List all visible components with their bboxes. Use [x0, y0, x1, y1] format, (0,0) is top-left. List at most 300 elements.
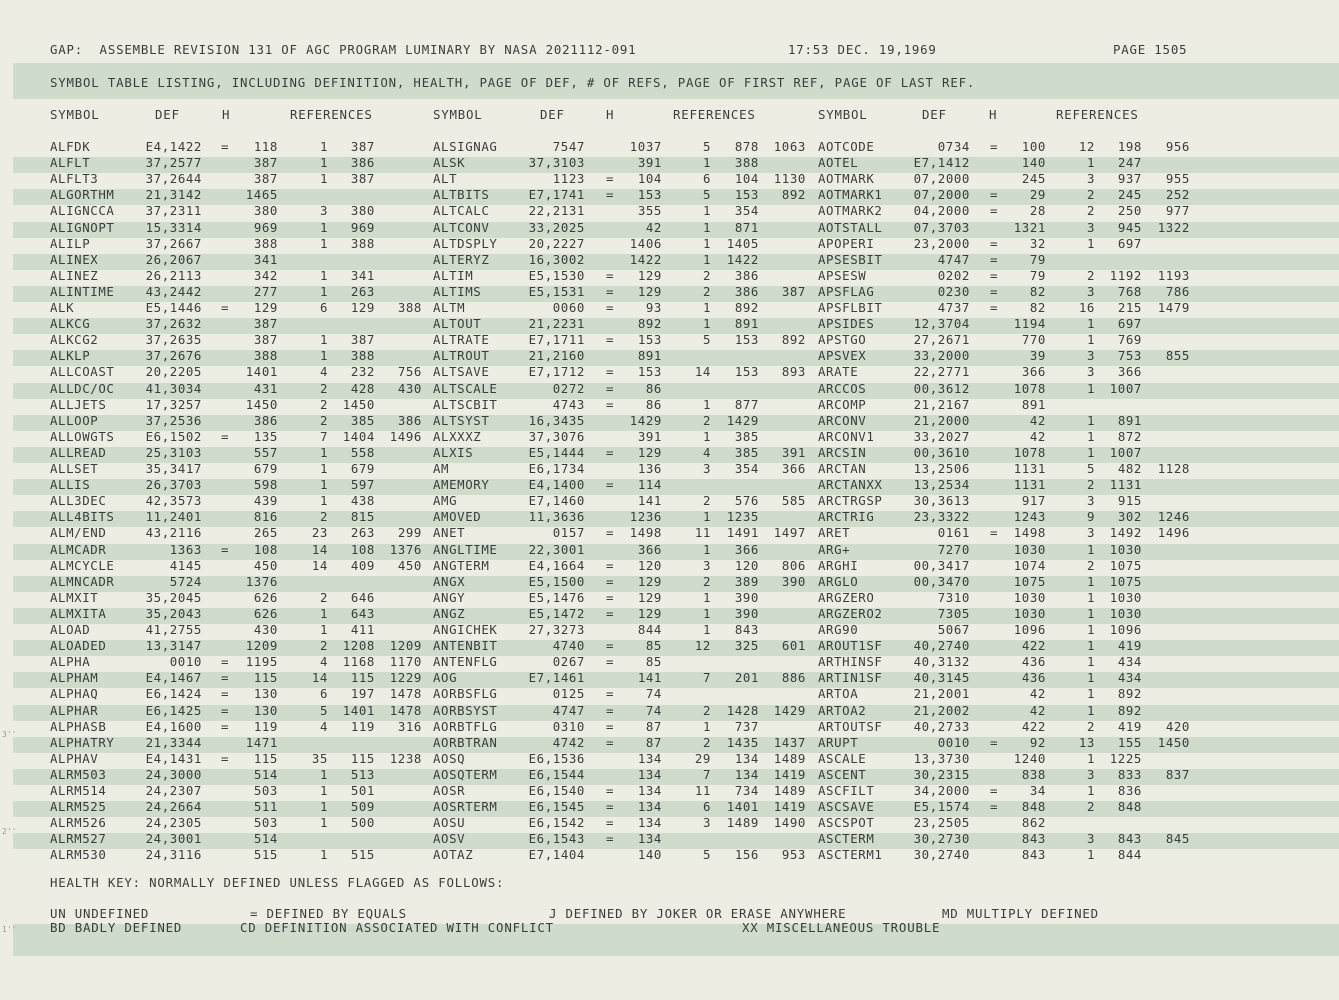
def-page: 129	[637, 573, 662, 589]
def-page: 87	[645, 734, 662, 750]
first-ref-page: 385	[350, 412, 375, 428]
symbol-name: AOSV	[433, 831, 466, 847]
first-ref-page: 389	[734, 573, 759, 589]
ref-count: 1	[702, 300, 711, 315]
def-page: 557	[253, 444, 278, 460]
symbol-name: ARTHINSF	[818, 654, 883, 670]
symbol-name: AOSR	[433, 783, 466, 798]
symbol-def: 41,3034	[145, 380, 202, 396]
ref-count: 14	[694, 364, 711, 380]
def-page: 1376	[245, 573, 278, 589]
first-ref-page: 354	[734, 203, 759, 219]
symbol-def: 0267	[552, 654, 585, 670]
ref-count: 3	[1086, 766, 1095, 782]
page-title: GAP: ASSEMBLE REVISION 131 OF AGC PROGRAM LUMINARY BY NASA 2021112-091	[50, 42, 637, 57]
def-page: 108	[253, 541, 278, 557]
symbol-def: E6,1540	[528, 783, 585, 798]
first-ref-page: 388	[350, 348, 375, 364]
symbol-def: E7,1711	[528, 332, 585, 348]
def-page: 42	[1029, 428, 1046, 444]
last-ref-page: 1128	[1157, 461, 1190, 476]
first-ref-page: 576	[734, 493, 759, 509]
symbol-def: 0202	[937, 267, 970, 283]
last-ref-page: 806	[781, 557, 806, 573]
symbol-def: E6,1424	[145, 686, 202, 702]
def-page: 1195	[245, 654, 278, 670]
symbol-name: ALRM525	[50, 799, 107, 815]
symbol-def: 37,2667	[145, 235, 202, 251]
symbol-def: 00,3610	[913, 444, 970, 460]
ref-count: 7	[702, 670, 711, 686]
def-page: 135	[253, 428, 278, 444]
symbol-name: ALPHAQ	[50, 686, 99, 702]
symbol-health: =	[990, 251, 999, 267]
symbol-health: =	[990, 799, 999, 815]
def-page: 42	[1029, 702, 1046, 718]
first-ref-page: 438	[350, 493, 375, 509]
symbol-def: E6,1543	[528, 831, 585, 847]
symbol-def: E5,1530	[528, 267, 585, 283]
ref-count: 1	[1086, 155, 1095, 171]
ref-count: 14	[311, 670, 328, 686]
last-ref-page: 420	[1165, 718, 1190, 734]
symbol-name: ALLCOAST	[50, 364, 115, 380]
symbol-name: ARCTANXX	[818, 477, 883, 493]
first-ref-page: 354	[734, 461, 759, 476]
ref-count: 1	[1086, 332, 1095, 348]
ref-count: 2	[319, 589, 328, 605]
symbol-name: AOSQTERM	[433, 766, 498, 782]
symbol-name: ALSIGNAG	[433, 139, 498, 154]
symbol-def: 13,2506	[913, 461, 970, 476]
symbol-name: ALTSCALE	[433, 380, 498, 396]
first-ref-page: 482	[1117, 461, 1142, 476]
ref-count: 1	[1086, 316, 1095, 332]
symbol-def: 7270	[937, 541, 970, 557]
def-page: 134	[637, 750, 662, 766]
symbol-name: ALMCADR	[50, 541, 107, 557]
ref-count: 1	[1086, 702, 1095, 718]
def-page: 93	[645, 300, 662, 315]
first-ref-page: 815	[350, 509, 375, 525]
symbol-name: ALTIM	[433, 267, 474, 283]
first-ref-page: 120	[734, 557, 759, 573]
def-page: 387	[253, 316, 278, 332]
symbol-def: 24,3001	[145, 831, 202, 847]
def-page: 74	[645, 686, 662, 702]
symbol-name: ARG+	[818, 541, 851, 557]
symbol-def: 40,2733	[913, 718, 970, 734]
first-ref-page: 366	[734, 541, 759, 557]
last-ref-page: 601	[781, 638, 806, 654]
ref-count: 1	[319, 283, 328, 299]
symbol-def: 23,3322	[913, 509, 970, 525]
def-page: 82	[1029, 283, 1046, 299]
symbol-name: ASCALE	[818, 750, 867, 766]
symbol-name: ASCENT	[818, 766, 867, 782]
symbol-name: ALTIMS	[433, 283, 482, 299]
ref-count: 2	[702, 283, 711, 299]
symbol-name: AORBSFLG	[433, 686, 498, 702]
def-page: 1078	[1013, 444, 1046, 460]
ref-count: 9	[1086, 509, 1095, 525]
last-ref-page: 1376	[389, 541, 422, 557]
symbol-def: E7,1712	[528, 364, 585, 380]
def-page: 514	[253, 831, 278, 847]
ref-count: 2	[1086, 267, 1095, 283]
ref-count: 1	[1086, 444, 1095, 460]
ref-count: 2	[1086, 477, 1095, 493]
col-refs-header: REFERENCES	[290, 107, 373, 122]
symbol-name: APSESBIT	[818, 251, 883, 267]
symbol-name: APSIDES	[818, 316, 875, 332]
ref-count: 2	[319, 412, 328, 428]
symbol-def: E4,1431	[145, 750, 202, 766]
ref-count: 1	[319, 783, 328, 798]
def-page: 1131	[1013, 461, 1046, 476]
symbol-def: 21,2231	[528, 316, 585, 332]
symbol-def: E5,1574	[913, 799, 970, 815]
last-ref-page: 893	[781, 364, 806, 380]
first-ref-page: 643	[350, 605, 375, 621]
ref-count: 6	[319, 686, 328, 702]
first-ref-page: 891	[1117, 412, 1142, 428]
def-page: 422	[1021, 718, 1046, 734]
symbol-def: 4145	[169, 557, 202, 573]
symbol-def: 35,2045	[145, 589, 202, 605]
symbol-def: 1123	[552, 171, 585, 187]
def-page: 134	[637, 815, 662, 831]
key-misc-trouble: XX MISCELLANEOUS TROUBLE	[742, 920, 941, 935]
def-page: 862	[1021, 815, 1046, 831]
def-page: 134	[637, 831, 662, 847]
last-ref-page: 1497	[773, 525, 806, 541]
symbol-def: 0310	[552, 718, 585, 734]
first-ref-page: 509	[350, 799, 375, 815]
ref-count: 3	[1086, 219, 1095, 235]
symbol-def: 24,3116	[145, 847, 202, 863]
symbol-name: APOPERI	[818, 235, 875, 251]
symbol-def: 11,3636	[528, 509, 585, 525]
symbol-health: =	[221, 686, 230, 702]
symbol-name: ARGZERO2	[818, 605, 883, 621]
symbol-name: AOSRTERM	[433, 799, 498, 815]
symbol-name: ARGZERO	[818, 589, 875, 605]
def-page: 891	[1021, 396, 1046, 412]
symbol-def: 24,2307	[145, 783, 202, 798]
symbol-name: APSTGO	[818, 332, 867, 348]
def-page: 32	[1029, 235, 1046, 251]
symbol-health: =	[221, 654, 230, 670]
symbol-def: E6,1734	[528, 461, 585, 476]
ref-count: 1	[1086, 750, 1095, 766]
first-ref-page: 915	[1117, 493, 1142, 509]
symbol-health: =	[221, 300, 230, 315]
symbol-def: 21,3142	[145, 187, 202, 203]
symbol-health: =	[606, 831, 615, 847]
symbol-def: 40,3145	[913, 670, 970, 686]
symbol-health: =	[990, 734, 999, 750]
symbol-name: ALKCG	[50, 316, 91, 332]
symbol-health: =	[606, 638, 615, 654]
last-ref-page: 1419	[773, 766, 806, 782]
ref-count: 4	[319, 654, 328, 670]
def-page: 141	[637, 493, 662, 509]
first-ref-page: 734	[734, 783, 759, 798]
ref-count: 7	[319, 428, 328, 444]
def-page: 134	[637, 799, 662, 815]
symbol-def: E6,1502	[145, 428, 202, 444]
ref-count: 2	[1086, 203, 1095, 219]
def-page: 141	[637, 670, 662, 686]
symbol-name: AM	[433, 461, 450, 476]
symbol-def: E6,1536	[528, 750, 585, 766]
ref-count: 1	[702, 428, 711, 444]
symbol-def: 30,2740	[913, 847, 970, 863]
def-page: 86	[645, 396, 662, 412]
ref-count: 1	[319, 267, 328, 283]
symbol-def: 0161	[937, 525, 970, 541]
ref-count: 1	[702, 509, 711, 525]
def-page: 1037	[629, 139, 662, 154]
ref-count: 23	[311, 525, 328, 541]
symbol-def: 34,2000	[913, 783, 970, 798]
symbol-def: 7305	[937, 605, 970, 621]
symbol-name: AMG	[433, 493, 458, 509]
symbol-def: 37,2644	[145, 171, 202, 187]
symbol-name: ALTSYST	[433, 412, 490, 428]
def-page: 129	[637, 283, 662, 299]
first-ref-page: 697	[1117, 316, 1142, 332]
first-ref-page: 871	[734, 219, 759, 235]
symbol-def: 1363	[169, 541, 202, 557]
symbol-def: 27,3273	[528, 622, 585, 637]
ref-count: 3	[1086, 171, 1095, 187]
ref-count: 3	[1086, 493, 1095, 509]
def-page: 848	[1021, 799, 1046, 815]
col-h-header: H	[989, 107, 998, 122]
symbol-name: ANTENBIT	[433, 638, 498, 654]
def-page: 816	[253, 509, 278, 525]
ref-count: 1	[319, 799, 328, 815]
symbol-def: 37,2635	[145, 332, 202, 348]
symbol-def: 13,3147	[145, 638, 202, 654]
ref-count: 4	[319, 364, 328, 380]
ref-count: 1	[1086, 686, 1095, 702]
symbol-name: ALTBITS	[433, 187, 490, 203]
symbol-name: ALIGNCCA	[50, 203, 115, 219]
symbol-health: =	[606, 332, 615, 348]
last-ref-page: 786	[1165, 283, 1190, 299]
first-ref-page: 247	[1117, 155, 1142, 171]
symbol-def: E7,1412	[913, 155, 970, 171]
symbol-def: E6,1425	[145, 702, 202, 718]
first-ref-page: 156	[734, 847, 759, 863]
def-page: 341	[253, 251, 278, 267]
symbol-name: AORBTFLG	[433, 718, 498, 734]
last-ref-page: 430	[397, 380, 422, 396]
col-def-header: DEF	[540, 107, 565, 122]
footer-band	[13, 924, 1339, 956]
ref-count: 5	[319, 702, 328, 718]
symbol-def: 20,2205	[145, 364, 202, 380]
symbol-def: 5724	[169, 573, 202, 589]
symbol-name: ARTIN1SF	[818, 670, 883, 686]
first-ref-page: 1428	[726, 702, 759, 718]
def-page: 436	[1021, 654, 1046, 670]
symbol-def: 4737	[937, 300, 970, 315]
ref-count: 1	[1086, 654, 1095, 670]
symbol-def: 0272	[552, 380, 585, 396]
last-ref-page: 1489	[773, 750, 806, 766]
def-page: 626	[253, 605, 278, 621]
first-ref-page: 325	[734, 638, 759, 654]
first-ref-page: 201	[734, 670, 759, 686]
symbol-def: 12,3704	[913, 316, 970, 332]
key-joker: J DEFINED BY JOKER OR ERASE ANYWHERE	[549, 906, 847, 921]
first-ref-page: 1007	[1109, 380, 1142, 396]
ref-count: 1	[702, 622, 711, 637]
last-ref-page: 1193	[1157, 267, 1190, 283]
symbol-name: ARCTRIG	[818, 509, 875, 525]
def-page: 422	[1021, 638, 1046, 654]
first-ref-page: 409	[350, 557, 375, 573]
symbol-name: ARCONV1	[818, 428, 875, 444]
symbol-def: 22,2131	[528, 203, 585, 219]
def-page: 1401	[245, 364, 278, 380]
ref-count: 2	[319, 509, 328, 525]
def-page: 387	[253, 155, 278, 171]
symbol-name: ALOADED	[50, 638, 107, 654]
def-page: 1096	[1013, 622, 1046, 637]
col-symbol-header: SYMBOL	[433, 107, 483, 122]
first-ref-page: 129	[350, 300, 375, 315]
symbol-def: 43,2442	[145, 283, 202, 299]
symbol-name: ALLDC/OC	[50, 380, 115, 396]
def-page: 838	[1021, 766, 1046, 782]
first-ref-page: 844	[1117, 847, 1142, 863]
ref-count: 1	[319, 477, 328, 493]
symbol-health: =	[221, 750, 230, 766]
symbol-name: ALM/END	[50, 525, 107, 541]
symbol-name: ALRM514	[50, 783, 107, 798]
ref-count: 4	[702, 444, 711, 460]
symbol-name: ASCSAVE	[818, 799, 875, 815]
symbol-def: 4740	[552, 638, 585, 654]
symbol-def: 5067	[937, 622, 970, 637]
ref-count: 2	[702, 573, 711, 589]
symbol-name: ALPHASB	[50, 718, 107, 734]
ref-count: 1	[702, 219, 711, 235]
def-page: 515	[253, 847, 278, 863]
def-page: 1498	[1013, 525, 1046, 541]
def-page: 129	[637, 589, 662, 605]
last-ref-page: 1478	[389, 686, 422, 702]
symbol-health: =	[221, 702, 230, 718]
symbol-def: 0060	[552, 300, 585, 315]
first-ref-page: 434	[1117, 670, 1142, 686]
last-ref-page: 299	[397, 525, 422, 541]
def-page: 85	[645, 638, 662, 654]
def-page: 153	[637, 364, 662, 380]
symbol-name: APSFLBIT	[818, 300, 883, 315]
ref-count: 3	[1086, 831, 1095, 847]
symbol-health: =	[606, 171, 615, 187]
last-ref-page: 886	[781, 670, 806, 686]
def-page: 969	[253, 219, 278, 235]
symbol-def: 0734	[937, 139, 970, 154]
last-ref-page: 1130	[773, 171, 806, 187]
symbol-name: ANGZ	[433, 605, 466, 621]
first-ref-page: 134	[734, 766, 759, 782]
last-ref-page: 1490	[773, 815, 806, 831]
symbol-health: =	[606, 718, 615, 734]
symbol-health: =	[990, 783, 999, 798]
def-page: 1030	[1013, 589, 1046, 605]
symbol-name: ALFLT3	[50, 171, 99, 187]
ref-count: 14	[311, 557, 328, 573]
ref-count: 1	[319, 847, 328, 863]
last-ref-page: 391	[781, 444, 806, 460]
symbol-name: ALL3DEC	[50, 493, 107, 509]
symbol-name: ARTOA	[818, 686, 859, 702]
def-page: 79	[1029, 251, 1046, 267]
symbol-name: AMOVED	[433, 509, 482, 525]
symbol-name: APSFLAG	[818, 283, 875, 299]
symbol-def: 4747	[552, 702, 585, 718]
symbol-health: =	[221, 139, 230, 154]
symbol-name: ALPHATRY	[50, 734, 115, 750]
symbol-def: 42,3573	[145, 493, 202, 509]
symbol-def: 21,3344	[145, 734, 202, 750]
ref-count: 1	[1086, 638, 1095, 654]
ref-count: 1	[702, 251, 711, 267]
def-page: 134	[637, 783, 662, 798]
symbol-health: =	[606, 686, 615, 702]
ref-count: 12	[694, 638, 711, 654]
first-ref-page: 153	[734, 364, 759, 380]
symbol-def: 26,2067	[145, 251, 202, 267]
first-ref-page: 679	[350, 461, 375, 476]
ref-count: 1	[702, 203, 711, 219]
ref-count: 1	[1086, 847, 1095, 863]
last-ref-page: 1478	[389, 702, 422, 718]
symbol-def: 13,3730	[913, 750, 970, 766]
first-ref-page: 1429	[726, 412, 759, 428]
key-multiply-defined: MD MULTIPLY DEFINED	[942, 906, 1099, 921]
last-ref-page: 1496	[1157, 525, 1190, 541]
def-page: 366	[1021, 364, 1046, 380]
symbol-def: 16,3002	[528, 251, 585, 267]
symbol-name: ALFLT	[50, 155, 91, 171]
symbol-def: 26,2113	[145, 267, 202, 283]
ref-count: 1	[319, 815, 328, 831]
symbol-name: ALINEX	[50, 251, 99, 267]
key-undefined: UN UNDEFINED	[50, 906, 150, 921]
first-ref-page: 104	[734, 171, 759, 187]
last-ref-page: 386	[397, 412, 422, 428]
symbol-def: E4,1422	[145, 139, 202, 154]
ref-count: 1	[1086, 412, 1095, 428]
symbol-def: E4,1400	[528, 477, 585, 493]
first-ref-page: 1030	[1109, 589, 1142, 605]
key-conflict: CD DEFINITION ASSOCIATED WITH CONFLICT	[240, 920, 554, 935]
symbol-name: AOSU	[433, 815, 466, 831]
symbol-health: =	[221, 670, 230, 686]
last-ref-page: 1496	[389, 428, 422, 444]
symbol-def: E7,1460	[528, 493, 585, 509]
symbol-def: 0157	[552, 525, 585, 541]
